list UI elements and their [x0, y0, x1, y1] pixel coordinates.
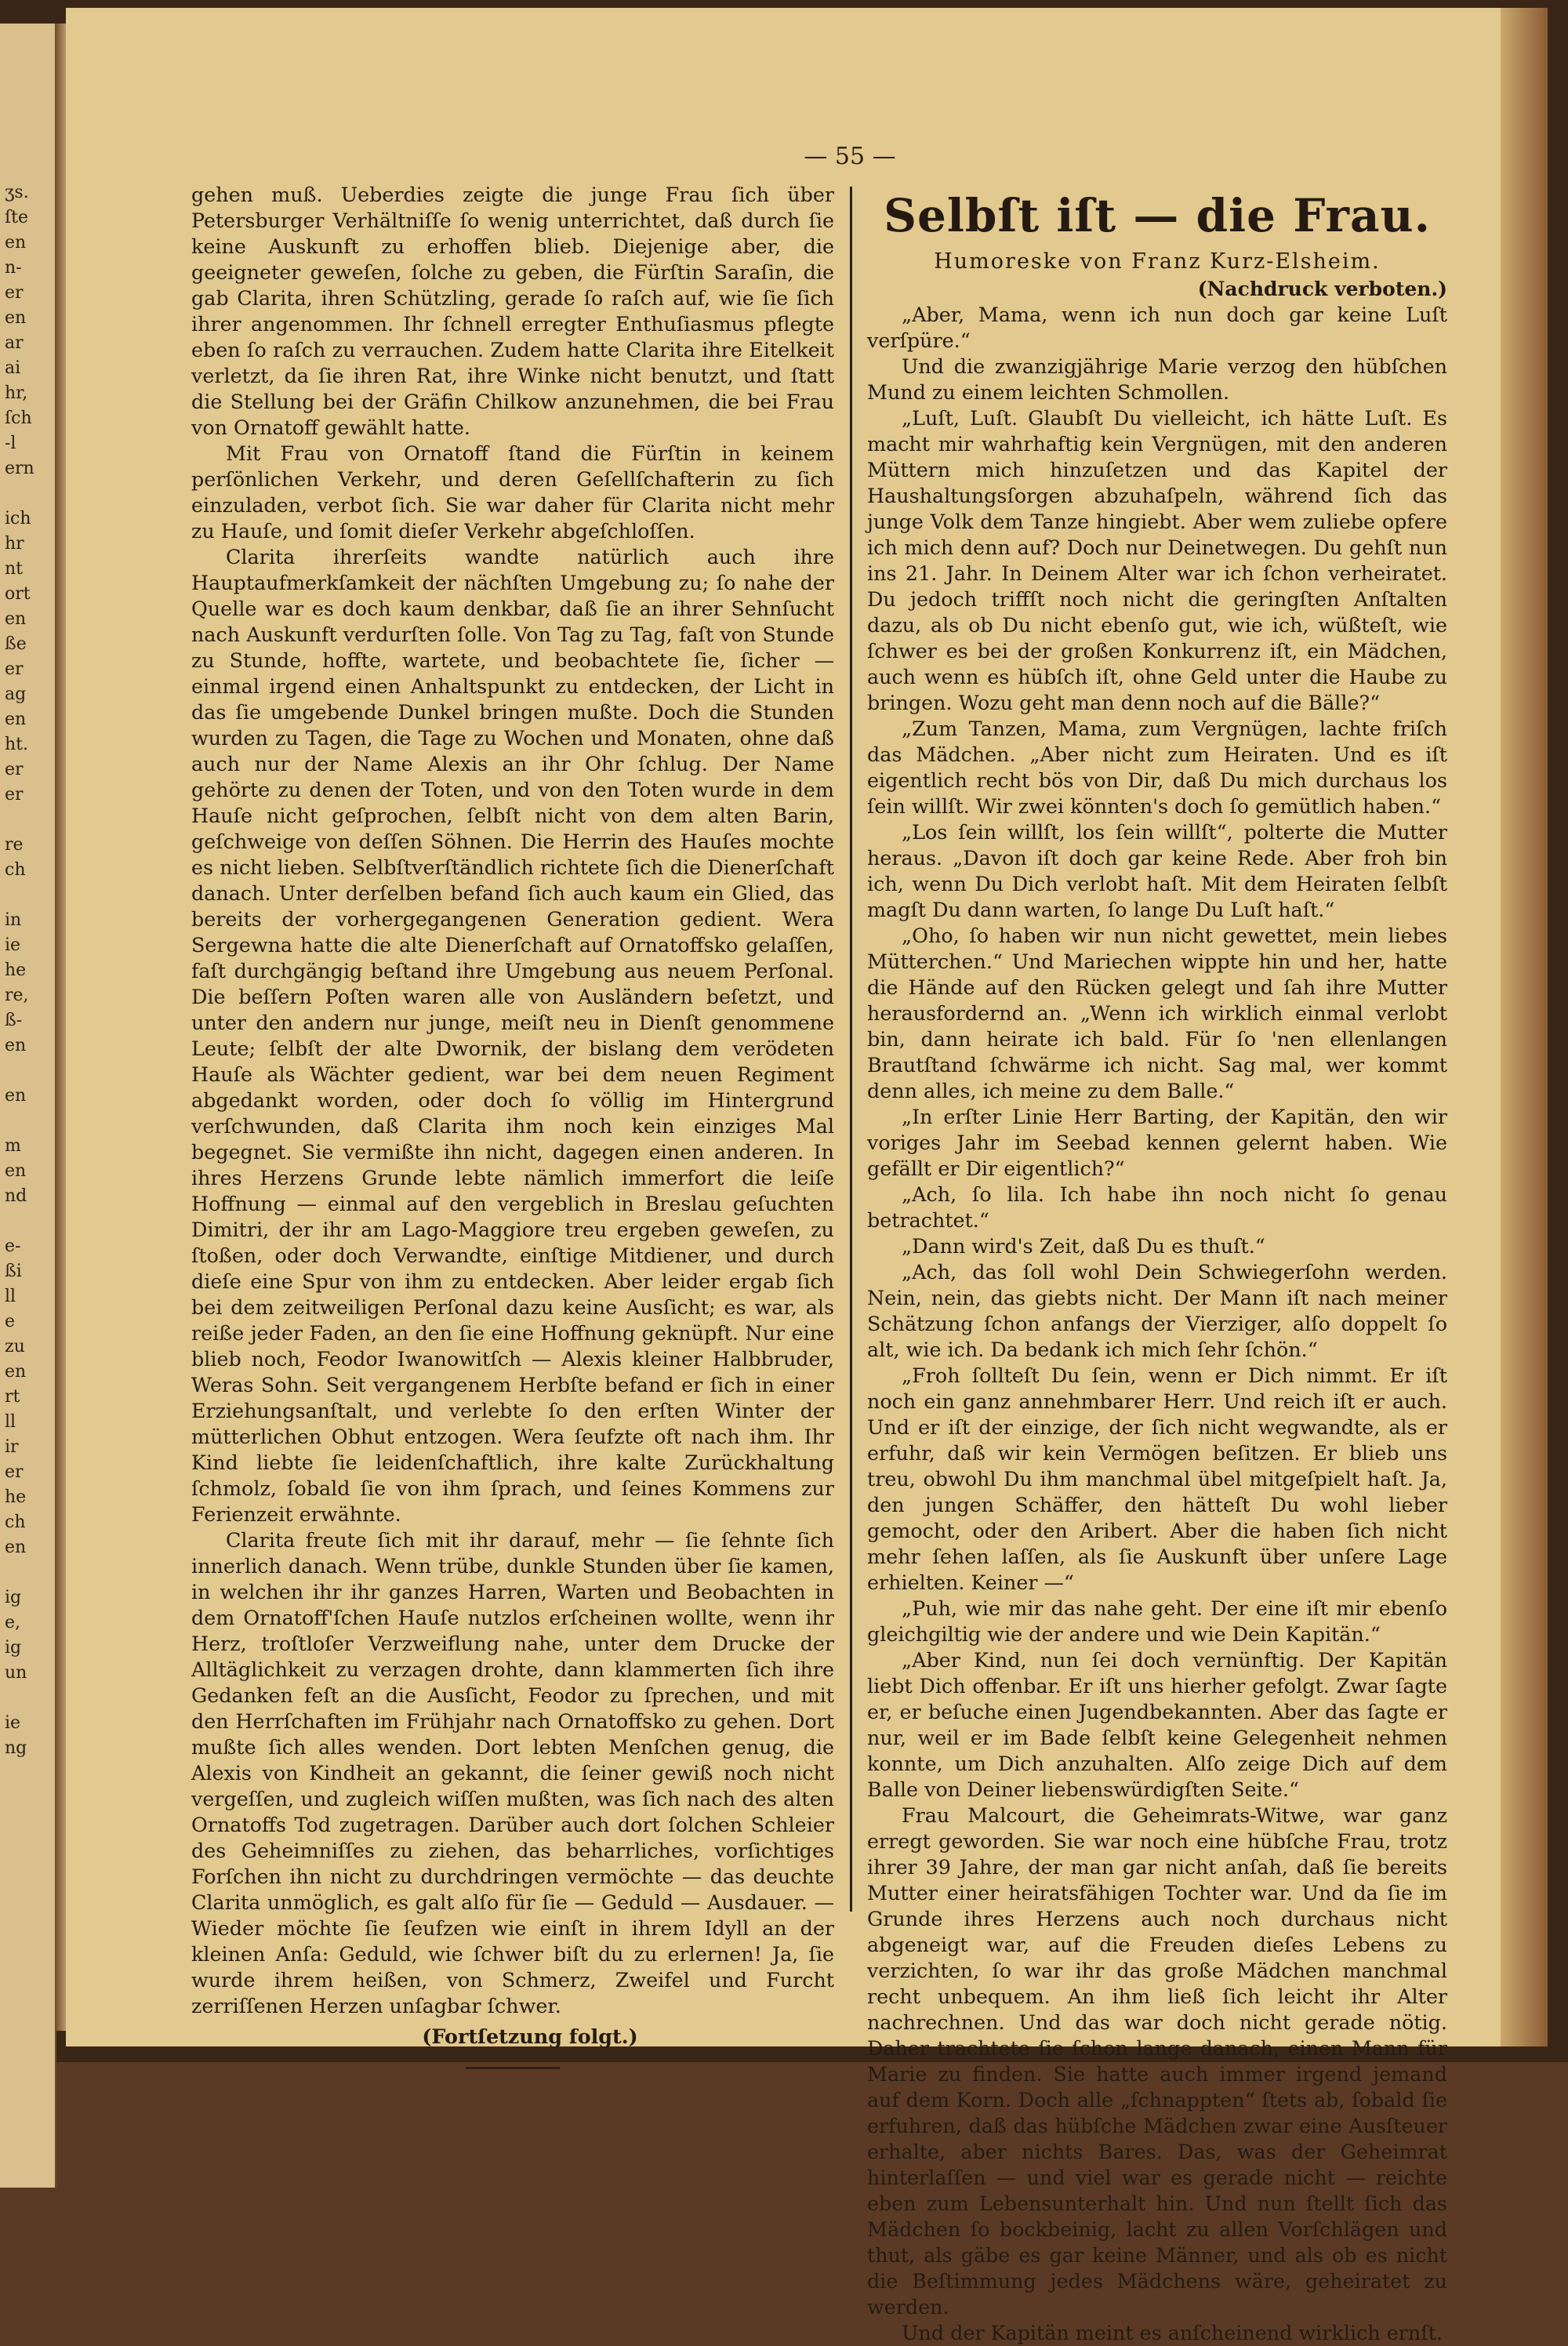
margin-fragment: ai: [5, 358, 21, 378]
margin-fragment: ht.: [5, 735, 29, 754]
margin-fragment: nd: [5, 1186, 27, 1206]
margin-fragment: en: [5, 609, 27, 629]
margin-fragment: ag: [5, 685, 27, 704]
gutter: [55, 24, 66, 2031]
margin-fragment: nt: [5, 559, 24, 579]
right-paragraph: „Aber, Mama, wenn ich nun doch gar keine Luſt verſpüre.“: [867, 303, 1447, 352]
margin-fragment: [0, 1209, 55, 1234]
right-paragraph: „Ach, ſo lila. Ich habe ihn noch nicht ſo genau betrachtet.“: [867, 1182, 1447, 1232]
margin-fragment: e,: [5, 1613, 21, 1632]
column-divider: [850, 187, 852, 1912]
previous-page-edge: [0, 24, 56, 2188]
margin-fragment: en: [5, 710, 27, 729]
right-paragraph: „Dann wird's Zeit, daß Du es thuſt.“: [902, 1234, 1265, 1258]
right-paragraph: „Aber Kind, nun ſei doch vernünftig. Der Kapitän liebt Dich offenbar. Er iſt uns hierher gefolgt. Zwar ſagte er, er beſuche einen Jugendbekannten. Aber das ſagte er nur, weil er im Bade ſelbſt keine Gelegenheit nehmen konnte, um Dich anzuhalten. Alſo zeige Dich auf dem Balle von Deiner liebenswürdigſten Seite.“: [867, 1648, 1447, 1801]
margin-fragment: ßi: [5, 1262, 22, 1281]
right-paragraph: Und die zwanzigjährige Marie verzog den hübſchen Mund zu einem leichten Schmollen.: [867, 354, 1447, 404]
right-paragraph: „Puh, wie mir das nahe geht. Der eine iſt mir ebenſo gleichgiltig wie der andere und wie Dein Kapitän.“: [867, 1596, 1447, 1646]
margin-fragment: ng: [5, 1738, 27, 1758]
margin-fragment: rt: [5, 1387, 20, 1407]
margin-fragment: ir: [5, 1437, 19, 1457]
left-paragraph: Clarita ihrerſeits wandte natürlich auch ihre Hauptaufmerkſamkeit der nächſten Umgebung zu; ſo nahe der Quelle war es doch kaum denkbar, daß ſie an ihrer Sehnſucht nach Auskunft verdurſten ſolle. Von Tag zu Tag, faſt von Stunde zu Stunde, hoffte, wartete, und beobachtete ſie, ſicher — einmal irgend einen Anhaltspunkt zu entdecken, der Licht in das ſie umgebende Dunkel bringen mußte. Doch die Stunden wurden zu Tagen, die Tage zu Wochen und Monaten, ohne daß auch nur der Name Alexis an ihr Ohr ſchlug. Der Name gehörte zu denen der Toten, und von den Toten wurde in dem Hauſe nicht geſprochen, ſelbſt nicht von dem alten Barin, geſchweige von deſſen Söhnen. Die Herrin des Hauſes mochte es nicht lieben. Selbſtverſtändlich richtete ſich die Dienerſchaft danach. Unter derſelben befand ſich auch kaum ein Glied, das bereits der vorhergegangenen Generation gedient. Wera Sergewna hatte die alte Dienerſchaft auf Ornatoffsko gelaſſen, faſt durchgängig beſtand ihre Umgebung aus neuem Perſonal. Die beſſern Poſten waren alle von Ausländern beſetzt, und unter den andern nur junge, meiſt neu in Dienſt genommene Leute; ſelbſt der alte Dwornik, der bislang dem verödeten Hauſe als Wächter gedient, war bei dem neuen Regiment abgedankt worden, oder doch ſo völlig im Hintergrund verſchwunden, daß Clarita ihm noch kein einziges Mal begegnet. Sie vermißte ihn nicht, dagegen einen anderen. In ihres Herzens Grunde lebte nämlich immerfort die leiſe Hoffnung — einmal auf den vergeblich in Breslau geſuchten Dimitri, der ihr am Lago-Maggiore treu ergeben geweſen, zu ſtoßen, oder doch Verwandte, einſtige Mitdiener, und durch dieſe eine Spur von ihm zu entdecken. Aber leider ergab ſich bei dem zeitweiligen Perſonal dazu keine Ausſicht; es war, als reiße jeder Faden, an den ſie eine Hoffnung geknüpft. Nur eine blieb noch, Feodor Iwanowitſch — Alexis kleiner Halbbruder, Weras Sohn. Seit vergangenem Herbſte befand er ſich in einer Erziehungsanſtalt, und verlebte ſo den erſten Winter der mütterlichen Obhut entzogen. Wera ſeufzte oft nach ihm. Ihr Kind liebte ſie leidenſchaftlich, ihre kalte Zurückhaltung ſchmolz, ſobald ſie von ihm ſprach, und ſeines Kommens zur Ferienzeit erwähnte.: [191, 545, 834, 1526]
story-title: Selbſt iſt — die Frau.: [884, 189, 1431, 242]
margin-fragment: en: [5, 1538, 27, 1557]
margin-fragment: er: [5, 785, 24, 804]
margin-fragment: ern: [5, 459, 34, 478]
left-column: [191, 182, 834, 2069]
margin-fragment: er: [5, 283, 24, 303]
margin-fragment: er: [5, 659, 24, 679]
right-paragraph: „In erſter Linie Herr Barting, der Kapitän, den wir voriges Jahr im Seebad kennen gelernt haben. Wie gefällt er Dir eigentlich?“: [867, 1105, 1447, 1180]
story-byline: Humoreske von Franz Kurz-Elsheim.: [934, 249, 1381, 274]
page: [66, 8, 1501, 2344]
margin-fragment: ß-: [5, 1011, 23, 1030]
end-rule: [466, 2067, 560, 2069]
margin-fragment: in: [5, 910, 22, 930]
margin-fragment: -l: [5, 434, 16, 453]
right-paragraph: Und der Kapitän meint es anſcheinend wirklich ernſt.: [902, 2321, 1443, 2344]
margin-fragment: en: [5, 1161, 27, 1181]
margin-fragment: e-: [5, 1237, 21, 1256]
continuation-note: (Fortſetzung folgt.): [422, 2025, 638, 2048]
margin-fragment: ſte: [5, 208, 29, 227]
margin-fragment: ch: [5, 1513, 26, 1532]
page-stack-edge: [1501, 8, 1548, 2046]
margin-fragment: ſch: [5, 409, 32, 428]
margin-fragment: n-: [5, 258, 22, 278]
margin-fragment: ig: [5, 1588, 22, 1607]
right-paragraph: „Froh ſollteſt Du ſein, wenn er Dich nimmt. Er iſt noch ein ganz annehmbarer Herr. Und reich iſt er auch. Und er iſt der einzige, der ſich nicht wegwandte, als er erfuhr, daß wir kein Vermögen beſitzen. Er blieb uns treu, obwohl Du ihm manchmal übel mitgeſpielt haſt. Ja, den jungen Schäffer, den hätteſt Du wohl lieber gemocht, oder den Aribert. Aber die haben ſich nicht mehr ſehen laſſen, als ſie Auskunft über unſere Lage erhielten. Keiner —“: [867, 1364, 1447, 1594]
margin-fragment: un: [5, 1663, 27, 1683]
margin-fragment: ll: [5, 1412, 16, 1432]
right-paragraph: „Ach, das ſoll wohl Dein Schwiegerſohn werden. Nein, nein, das giebts nicht. Der Mann iſt nach meiner Schätzung ſchon anfangs der Vierziger, alſo doppelt ſo alt, wie ich. Da bedank ich mich ſehr ſchön.“: [867, 1260, 1447, 1361]
margin-fragment: [0, 808, 55, 833]
margin-fragment: ar: [5, 333, 24, 353]
margin-fragment: e: [5, 1312, 16, 1331]
margin-fragment: en: [5, 1362, 27, 1382]
margin-fragment: hr: [5, 534, 24, 554]
left-paragraph: Mit Frau von Ornatoff ſtand die Fürſtin in keinem perſönlichen Verkehr, und deren Geſellſchafterin zu ſich einzuladen, verbot ſich. Sie war daher für Clarita nicht mehr zu Hauſe, und ſomit dieſer Verkehr abgeſchloſſen.: [191, 441, 834, 543]
reprint-notice: (Nachdruck verboten.): [1197, 278, 1447, 300]
margin-fragment: ig: [5, 1638, 22, 1658]
margin-fragment: ll: [5, 1287, 16, 1306]
right-paragraph: „Luſt, Luſt. Glaubſt Du vielleicht, ich hätte Luſt. Es macht mir wahrhaftig kein Vergnügen, mit den anderen Müttern mich hinzuſetzen und das Kapitel der Haushaltungsſorgen abzuhaſpeln, während ſich das junge Volk dem Tanze hingiebt. Aber wem zuliebe opfere ich mich denn auf? Doch nur Deinetwegen. Du gehſt nun ins 21. Jahr. In Deinem Alter war ich ſchon verheiratet. Du jedoch triffſt noch nicht die geringſten Anſtalten dazu, als ob Du nicht ebenſo gut, wie ich, wüßteſt, wie ſchwer es bei der großen Konkurrenz iſt, ein Mädchen, auch wenn es hübſch iſt, ohne Geld unter die Haube zu bringen. Wozu geht man denn noch auf die Bälle?“: [867, 406, 1447, 714]
margin-fragment: [0, 1109, 55, 1134]
margin-fragment: en: [5, 308, 27, 328]
margin-fragment: er: [5, 760, 24, 779]
margin-fragment: [0, 1059, 55, 1084]
margin-fragment: ich: [5, 509, 31, 528]
right-paragraph: „Los ſein willſt, los ſein willſt“, polterte die Mutter heraus. „Davon iſt doch gar keine Rede. Aber froh bin ich, wenn Du Dich verlobt haſt. Mit dem Heiraten ſelbſt magſt Du dann warten, ſo lange Du Luſt haſt.“: [867, 820, 1447, 921]
page-number: — 55 —: [804, 143, 896, 170]
margin-fragment: ße: [5, 634, 27, 654]
margin-fragment: he: [5, 1487, 27, 1507]
margin-fragment: ie: [5, 1713, 21, 1733]
margin-fragment: [0, 481, 55, 507]
margin-fragment: re,: [5, 986, 29, 1005]
margin-fragment: m: [5, 1136, 21, 1156]
margin-fragment: ie: [5, 935, 21, 955]
margin-fragment: hr,: [5, 383, 28, 403]
left-paragraph: gehen muß. Ueberdies zeigte die junge Frau ſich über Petersburger Verhältniſſe ſo wenig unterrichtet, daß durch ſie keine Auskunft zu erhoffen blieb. Diejenige aber, die geeigneter geweſen, ſolche zu geben, die Fürſtin Saraſin, die gab Clarita, ihren Schützling, gerade ſo raſch auf, wie ſie ſich ihrer angenommen. Ihr ſchnell erregter Enthuſiasmus pflegte eben ſo raſch zu verrauchen. Zudem hatte Clarita ihre Eitelkeit verletzt, da ſie ihren Rat, ihre Winke nicht benutzt, und ſtatt die Stellung bei der Gräfin Chilkow anzunehmen, die bei Frau von Ornatoff gewählt hatte.: [191, 183, 834, 439]
right-paragraph: Frau Malcourt, die Geheimrats-Witwe, war ganz erregt geworden. Sie war noch eine hübſche Frau, trotz ihrer 39 Jahre, der man gar nicht anſah, daß ſie bereits Mutter einer heiratsfähigen Tochter war. Und da ſie im Grunde ihres Herzens auch noch durchaus nicht abgeneigt war, auf die Freuden dieſes Lebens zu verzichten, ſo war ihr das große Mädchen manchmal recht unbequem. An ihm ließ ſich leicht ihr Alter nachrechnen. Und das war doch nicht gerade nötig. Daher trachtete ſie ſchon lange danach, einen Mann für Marie zu finden. Sie hatte auch immer irgend jemand auf dem Korn. Doch alle „ſchnappten“ ſtets ab, ſobald ſie erfuhren, daß das hübſche Mädchen zwar eine Ausſteuer erhalte, aber nichts Bares. Das, was der Geheimrat hinterlaſſen — und viel war es gerade nicht — reichte eben zum Lebensunterhalt hin. Und nun ſtellt ſich das Mädchen ſo bockbeinig, lacht zu allen Vorſchlägen und thut, als gäbe es gar keine Männer, und als ob es nicht die Beſtimmung jedes Mädchens wäre, geheiratet zu werden.: [867, 1803, 1447, 2319]
margin-fragment: ch: [5, 860, 26, 880]
margin-fragment: [0, 1686, 55, 1711]
margin-fragment: re: [5, 835, 24, 855]
margin-fragment: en: [5, 1036, 27, 1055]
margin-fragment: ʒs.: [5, 183, 29, 202]
margin-fragment: en: [5, 1086, 27, 1106]
right-column: [867, 182, 1447, 2346]
margin-fragment: [0, 1560, 55, 1585]
margin-fragment: he: [5, 961, 27, 980]
right-paragraph: „Oho, ſo haben wir nun nicht gewettet, mein liebes Mütterchen.“ Und Mariechen wippte hin und her, hatte die Hände auf den Rücken gelegt und ſah ihre Mutter herausfordernd an. „Wenn ich wirklich einmal verlobt bin, dann heirate ich bald. Für ſo 'nen ellenlangen Brautſtand ſchwärme ich nicht. Sag mal, wer kommt denn alles, ich meine zu dem Balle.“: [867, 924, 1447, 1102]
left-paragraph: Clarita freute ſich mit ihr darauf, mehr — ſie ſehnte ſich innerlich danach. Wenn trübe, dunkle Stunden über ſie kamen, in welchen ihr ihr ganzes Harren, Warten und Beobachten in dem Ornatoff'ſchen Hauſe nutzlos erſcheinen wollte, wenn ihr Herz, troſtloſer Verzweiflung nahe, unter dem Drucke der Alltäglichkeit zu verzagen drohte, dann klammerten ſich ihre Gedanken feſt an die Ausſicht, Feodor zu ſprechen, und mit den Herrſchaften im Frühjahr nach Ornatoffsko zu gehen. Dort mußte ſich alles wenden. Dort lebten Menſchen genug, die Alexis von Kindheit an gekannt, die ſeiner gewiß noch nicht vergeſſen, und zugleich wiſſen mußten, was ſich nach des alten Ornatoffs Tod zugetragen. Darüber auch dort ſolchen Schleier des Geheimniſſes zu ziehen, das beharrliches, vorſichtiges Forſchen ihn nicht zu durchdringen vermöchte — das deuchte Clarita unmöglich, es galt alſo für ſie — Geduld — Ausdauer. — Wieder möchte ſie ſeufzen wie einſt in ihrem Idyll an der kleinen Anſa: Geduld, wie ſchwer biſt du zu erlernen! Ja, ſie wurde ihrem heißen, von Schmerz, Zweifel und Furcht zerriſſenen Herzen unſagbar ſchwer.: [191, 1528, 834, 2017]
margin-fragment: zu: [5, 1337, 25, 1356]
margin-fragment: [0, 883, 55, 908]
margin-fragment: ort: [5, 584, 31, 604]
margin-fragment: en: [5, 233, 27, 252]
margin-fragment: er: [5, 1462, 24, 1482]
right-paragraph: „Zum Tanzen, Mama, zum Vergnügen, lachte friſch das Mädchen. „Aber nicht zum Heiraten. Und es iſt eigentlich recht bös von Dir, daß Du mich durchaus los ſein willſt. Wir zwei könnten's doch ſo gemütlich haben.“: [867, 717, 1447, 818]
